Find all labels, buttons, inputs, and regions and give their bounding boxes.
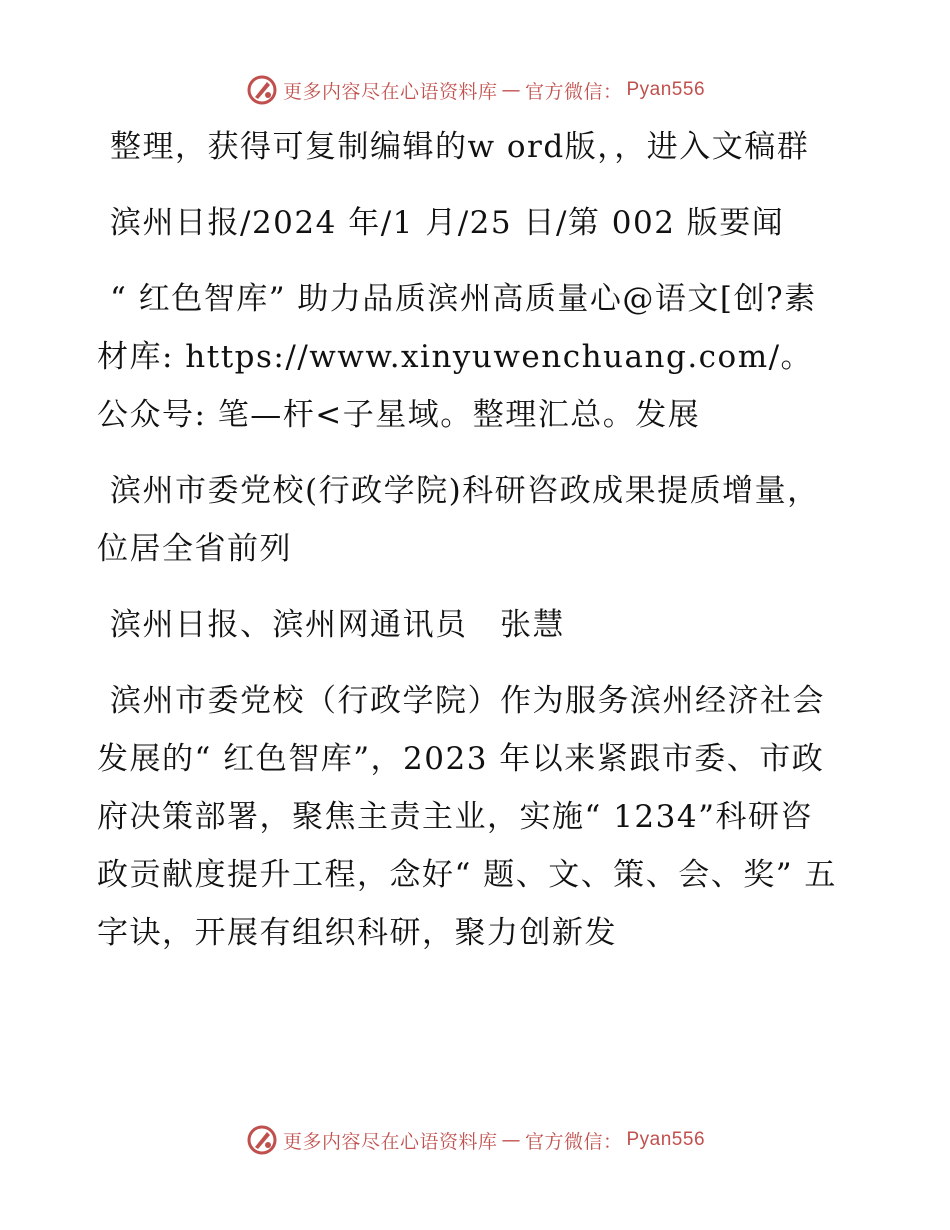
- header-banner: [0, 70, 950, 110]
- pen-circle-icon: [245, 73, 279, 107]
- footer-wechat-id: Pyan556: [626, 1129, 706, 1150]
- footer-banner-content: [245, 1123, 705, 1157]
- header-banner-text: 更多内容尽在心语资料库: [282, 80, 498, 103]
- paragraph-headline: “ 红色智库” 助力品质滨州高质量心@语文[创?素材库: https://www.xinyuwenchuang.com/。公众号: 笔—杆<子星域。整理汇总。发展: [97, 281, 817, 433]
- footer-banner-text: 更多内容尽在心语资料库: [282, 1130, 498, 1153]
- paragraph-body: 滨州市委党校（行政学院）作为服务滨州经济社会发展的“ 红色智库”，2023 年以来紧跟市委、市政府决策部署，聚焦主责主业，实施“ 1234”科研咨政贡献度提升工程，念好“ 题、文、策、会、奖” 五字诀，开展有组织科研，聚力创新发: [97, 683, 837, 951]
- pen-circle-icon: [245, 1123, 279, 1157]
- header-wechat-label: 官方微信：: [524, 80, 623, 103]
- footer-banner: [0, 1120, 950, 1160]
- header-banner-separator: —: [501, 79, 521, 101]
- header-wechat-id: Pyan556: [626, 79, 706, 100]
- header-banner-content: [245, 73, 705, 107]
- footer-wechat-label: 官方微信：: [524, 1130, 623, 1153]
- footer-banner-separator: —: [501, 1129, 521, 1151]
- document-body: [97, 118, 837, 980]
- paragraph-intro: 整理，获得可复制编辑的w ord版，，进入文稿群: [110, 129, 810, 165]
- paragraph-byline: 滨州日报、滨州网通讯员 张慧: [110, 607, 565, 643]
- paragraph-source: 滨州日报/2024 年/1 月/25 日/第 002 版要闻: [110, 205, 785, 241]
- paragraph-subheadline: 滨州市委党校(行政学院)科研咨政成果提质增量，位居全省前列: [97, 473, 820, 567]
